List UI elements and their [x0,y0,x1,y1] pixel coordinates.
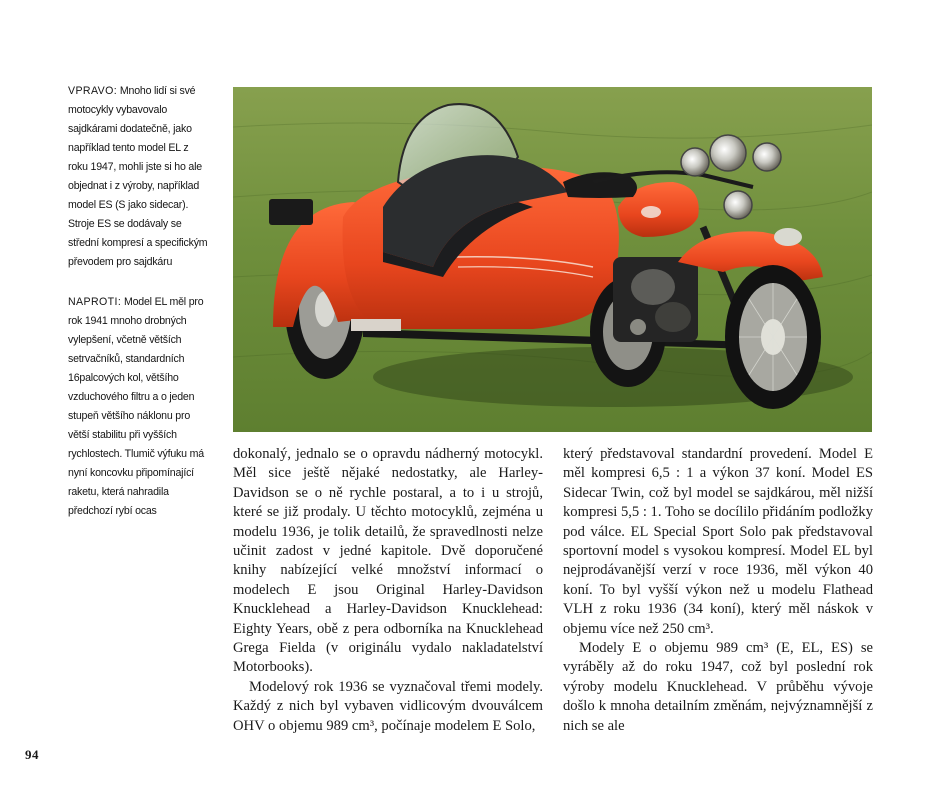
body-left-paragraph-2: Modelový rok 1936 se vyznačoval třemi modely. Každý z nich byl vybaven vidlicovým dvouválcem OHV o objemu 989 cm³, počínaje modelem E Solo, [233,678,543,734]
body-right-paragraph-2: Modely E o objemu 989 cm³ (E, EL, ES) se vyráběly až do roku 1947, což byl poslední rok výroby modelu Knucklehead. V průběhu vývoje došlo k mnoha detailním změnám, nejvýznamnější z nich se ale [563,640,873,734]
step-plate [351,319,401,331]
caption-opposite [68,293,208,521]
caption-right-text: Mnoho lidí si své motocykly vybavovalo sajdkárami dodatečně, jako například tento model EL z roku 1947, mohli jste si ho ale objednat i z výroby, například model ES (S jako sidecar). Stroje ES se dodávaly se střední kompresí a specifickým převodem pro sajdkáru [68,85,208,268]
caption-opposite-label: NAPROTI: [68,296,122,308]
marker-light [774,228,802,246]
body-column-left [233,445,543,736]
body-right-paragraph-1: který představoval standardní provedení. Model E měl kompresi 6,5 : 1 a výkon 37 koní. Model ES Sidecar Twin, což byl model se sajdkárou, měl nižší kompresi 5,5 : 1. Toho se docílilo přidáním podložky pod válce. EL Special Sport Solo pak představoval sportovní model s vysokou kompresí. Model EL byl nejprodávanější verzí v roce 1936, měl výkon 40 koní. To byl vyšší výkon než u modelu Flathead VLH z roku 1936 (34 koní), který měl náskok v objemu více než 250 cm³. [563,446,874,637]
headlight [710,135,746,171]
spotlight-right [753,143,781,171]
horn [724,191,752,219]
engine [613,257,698,342]
body-column-right [563,445,873,736]
page-number: 94 [25,747,39,762]
motorcycle-front-wheel [725,265,821,409]
motorcycle-sidecar-photo [233,87,872,432]
caption-right [68,82,208,272]
caption-opposite-text: Model EL měl pro rok 1941 mnoho drobných vylepšení, včetně větších setrvačníků, standardních 16palcových kol, většího vzduchového filtru a o jeden stupeň většího náklonu pro větší stabilitu při vyšších rychlostech. Tlumič výfuku má nyní koncovku připomínající raketu, která nahradila předchozí rybí ocas [68,296,204,517]
license-plate-bracket [269,199,313,225]
body-left-paragraph-1: dokonalý, jednalo se o opravdu nádherný motocykl. Měl sice ještě nějaké nedostatky, ale Harley-Davidson se o ně rychle postaral, a to i u strojů, které se již prodaly. U těchto motocyklů, zejména u modelu 1936, je tolik detailů, že spravedlnosti nelze učinit zadost v jedné kapitole. Dvě doporučené knihy nabízející velké množství informací o modelech E jsou Original Harley-Davidson Knucklehead a Harley-Davidson Knucklehead: Eighty Years, obě z pera odborníka na Knucklehead Grega Fielda (v originálu vydalo nakladatelství Motorbooks). [233,446,543,676]
caption-right-label: VPRAVO: [68,85,118,97]
spotlight-left [681,148,709,176]
